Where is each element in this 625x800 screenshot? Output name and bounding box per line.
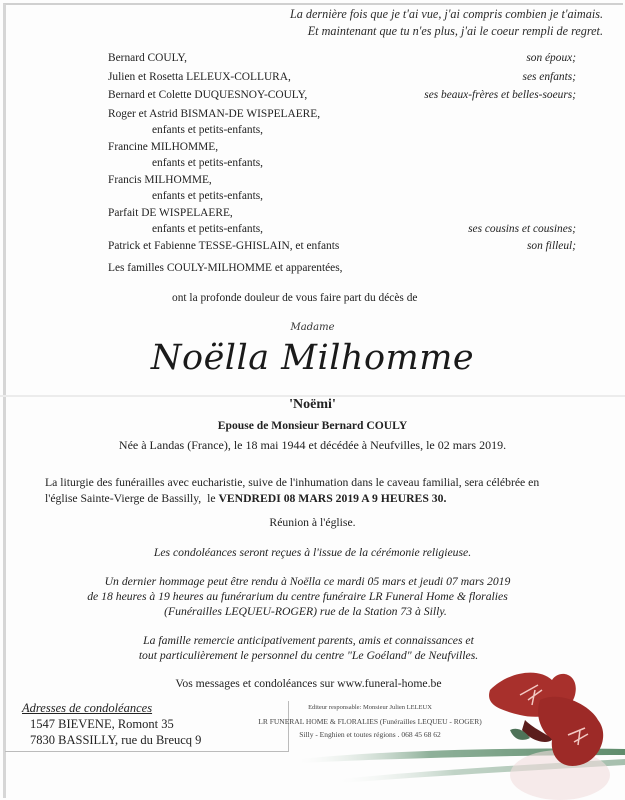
deceased-spouse: Epouse de Monsieur Bernard COULY [217, 419, 408, 432]
family-row [108, 69, 576, 88]
family-name: Julien et Rosetta LELEUX-COLLURA, [108, 70, 291, 83]
announce-line: ont la profonde douleur de vous faire part du décès de [172, 292, 418, 304]
hommage-line-2: de 18 heures à 19 heures au funérarium du centre funéraire LR Funeral Home & floralies [87, 590, 508, 603]
family-name: enfants et petits-enfants, [152, 124, 264, 136]
family-relation: son époux; [526, 52, 576, 64]
family-relation: ses cousins et cousines; [468, 223, 576, 235]
families-line: Les familles COULY-MILHOMME et apparentées, [108, 262, 343, 274]
address-item: 7830 BASSILLY, rue du Breucq 9 [30, 733, 202, 747]
deceased-nickname: 'Noëmi' [289, 397, 336, 412]
quote-line-1: La dernière fois que je t'ai vue, j'ai compris combien je t'aimais. [289, 7, 603, 21]
family-row [108, 172, 576, 189]
family-relation: ses enfants; [522, 70, 576, 83]
family-row [108, 205, 576, 222]
family-row [108, 188, 576, 205]
thanks-line-1: La famille remercie anticipativement parents, amis et connaissances et [143, 634, 474, 647]
quote-line-2: Et maintenant que tu n'es plus, j'ai le coeur rempli de regret. [307, 24, 603, 38]
family-row [108, 155, 576, 172]
family-row [108, 221, 576, 238]
liturgy-paragraph [45, 475, 539, 507]
epigraph-quote [290, 6, 603, 40]
messages-line: Vos messages et condoléances sur www.funeral-home.be [175, 677, 442, 690]
family-row [108, 106, 576, 123]
birth-death-line: Née à Landas (France), le 18 mai 1944 et décédée à Neufvilles, le 02 mars 2019. [118, 438, 507, 452]
family-row [108, 238, 576, 257]
family-name: enfants et petits-enfants, [152, 190, 264, 202]
family-name: Francis MILHOMME, [108, 173, 212, 186]
family-name: Roger et Astrid BISMAN-DE WISPELAERE, [108, 107, 321, 120]
family-relation: son filleul; [526, 239, 576, 252]
deceased-title: Madame [290, 322, 335, 333]
editor-line-3: Silly - Enghien et toutes régions . 068 45 68 62 [299, 730, 441, 739]
family-name: Parfait DE WISPELAERE, [108, 206, 233, 219]
family-row [108, 122, 576, 139]
family-name: Patrick et Fabienne TESSE-GHISLAIN, et enfants [108, 239, 340, 252]
family-list [108, 50, 576, 256]
liturgy-date: VENDREDI 08 MARS 2019 A 9 HEURES 30. [218, 492, 447, 505]
family-name: Bernard et Colette DUQUESNOY-COULY, [108, 89, 308, 101]
condolences-note: Les condoléances seront reçues à l'issue de la cérémonie religieuse. [153, 546, 472, 559]
reunion-line: Réunion à l'église. [269, 516, 356, 529]
family-row [108, 139, 576, 156]
liturgy-line-1: La liturgie des funérailles avec eucharistie, suive de l'inhumation dans le caveau familial, sera célébrée en [45, 476, 540, 489]
liturgy-line-2 [45, 491, 539, 507]
family-name: enfants et petits-enfants, [152, 223, 264, 235]
thanks-line-2: tout particulièrement le personnel du centre "Le Goéland" de Neufvilles. [138, 649, 479, 662]
hommage-line-1: Un dernier hommage peut être rendu à Noëlla ce mardi 05 mars et jeudi 07 mars 2019 [104, 575, 511, 588]
editor-line-2: LR FUNERAL HOME & FLORALIES (Funérailles LEQUEU - ROGER) [258, 717, 482, 726]
amaryllis-flower-illustration [480, 660, 625, 800]
family-name: Francine MILHOMME, [108, 140, 219, 153]
family-name: Bernard COULY, [108, 52, 188, 64]
family-relation: ses beaux-frères et belles-soeurs; [424, 89, 576, 101]
family-row [108, 50, 576, 69]
hommage-line-3: (Funérailles LEQUEU-ROGER) rue de la Station 73 à Silly. [164, 605, 447, 618]
address-item: 1547 BIEVENE, Romont 35 [30, 717, 174, 731]
family-name: enfants et petits-enfants, [152, 157, 264, 169]
deceased-name: Noëlla Milhomme [150, 338, 475, 378]
editor-line-1: Editeur responsable: Monsieur Julien LELEUX [308, 704, 432, 711]
family-row [108, 87, 576, 106]
addresses-heading: Adresses de condoléances [22, 701, 153, 715]
liturgy-church: l'église Sainte-Vierge de Bassilly, le [45, 492, 219, 505]
